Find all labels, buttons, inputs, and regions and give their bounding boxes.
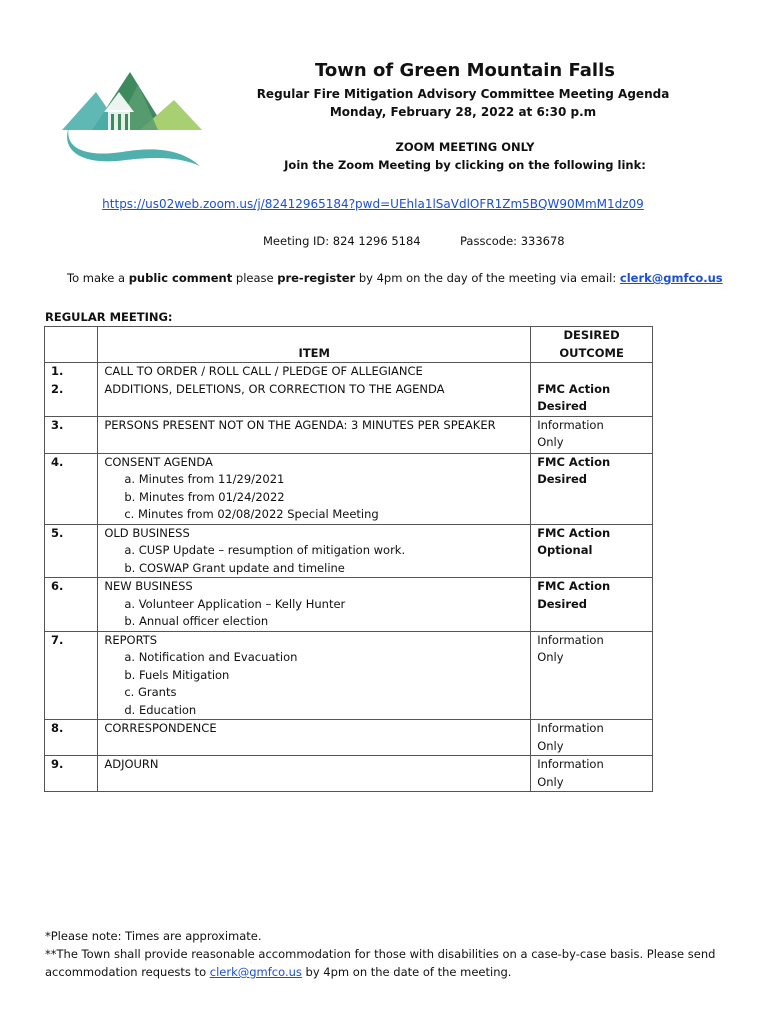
table-row: 3. PERSONS PRESENT NOT ON THE AGENDA: 3 MINUTES PER SPEAKER Information Only bbox=[45, 416, 653, 453]
table-row: 1. 2. CALL TO ORDER / ROLL CALL / PLEDGE OF ALLEGIANCE ADDITIONS, DELETIONS, OR CORRECTION TO THE AGENDA FMC Action Desired bbox=[45, 363, 653, 417]
times-note: *Please note: Times are approximate. bbox=[45, 929, 262, 943]
zoom-instruction: Join the Zoom Meeting by clicking on the following link: bbox=[284, 158, 646, 172]
public-comment-text: To make a public comment please pre-register by 4pm on the day of the meeting via email: clerk@gmfco.us bbox=[67, 271, 723, 285]
table-row: 4. CONSENT AGENDA a. Minutes from 11/29/2021 b. Minutes from 01/24/2022 c. Minutes from 02/08/2022 Special Meeting FMC Action Desired bbox=[45, 453, 653, 524]
agenda-subtitle: Regular Fire Mitigation Advisory Committee Meeting Agenda bbox=[256, 87, 670, 101]
clerk-email-link[interactable]: clerk@gmfco.us bbox=[619, 271, 723, 285]
accommodation-email-link[interactable]: clerk@gmfco.us bbox=[209, 965, 302, 979]
table-row: 7. REPORTS a. Notification and Evacuation b. Fuels Mitigation c. Grants d. Education Information Only bbox=[45, 631, 653, 720]
table-row: 8. CORRESPONDENCE Information Only bbox=[45, 720, 653, 756]
meeting-id: Meeting ID: 824 1296 5184 bbox=[263, 234, 421, 248]
table-row: 5. OLD BUSINESS a. CUSP Update – resumption of mitigation work. b. COSWAP Grant update and timeline FMC Action Optional bbox=[45, 524, 653, 578]
page-title: Town of Green Mountain Falls bbox=[315, 60, 615, 81]
table-row: 6. NEW BUSINESS a. Volunteer Application – Kelly Hunter b. Annual officer election FMC Action Desired bbox=[45, 578, 653, 632]
zoom-only-label: ZOOM MEETING ONLY bbox=[395, 140, 535, 154]
agenda-table bbox=[44, 326, 653, 792]
item-header: ITEM bbox=[98, 327, 531, 363]
regular-meeting-label: REGULAR MEETING: bbox=[45, 310, 173, 324]
zoom-link[interactable]: https://us02web.zoom.us/j/82412965184?pwd=UEhla1lSaVdlOFR1Zm5BQW90MmM1dz09 bbox=[102, 197, 644, 211]
meeting-date: Monday, February 28, 2022 at 6:30 p.m bbox=[329, 105, 597, 119]
table-row: 9. ADJOURN Information Only bbox=[45, 756, 653, 792]
passcode: Passcode: 333678 bbox=[460, 234, 565, 248]
table-header-row bbox=[45, 327, 653, 363]
outcome-header: DESIRED OUTCOME bbox=[531, 327, 653, 363]
accommodation-note: **The Town shall provide reasonable accommodation for those with disabilities on a case-by-case basis. Please send accommodation requests to clerk@gmfco.us by 4pm on the date of the meeting. bbox=[45, 947, 716, 979]
